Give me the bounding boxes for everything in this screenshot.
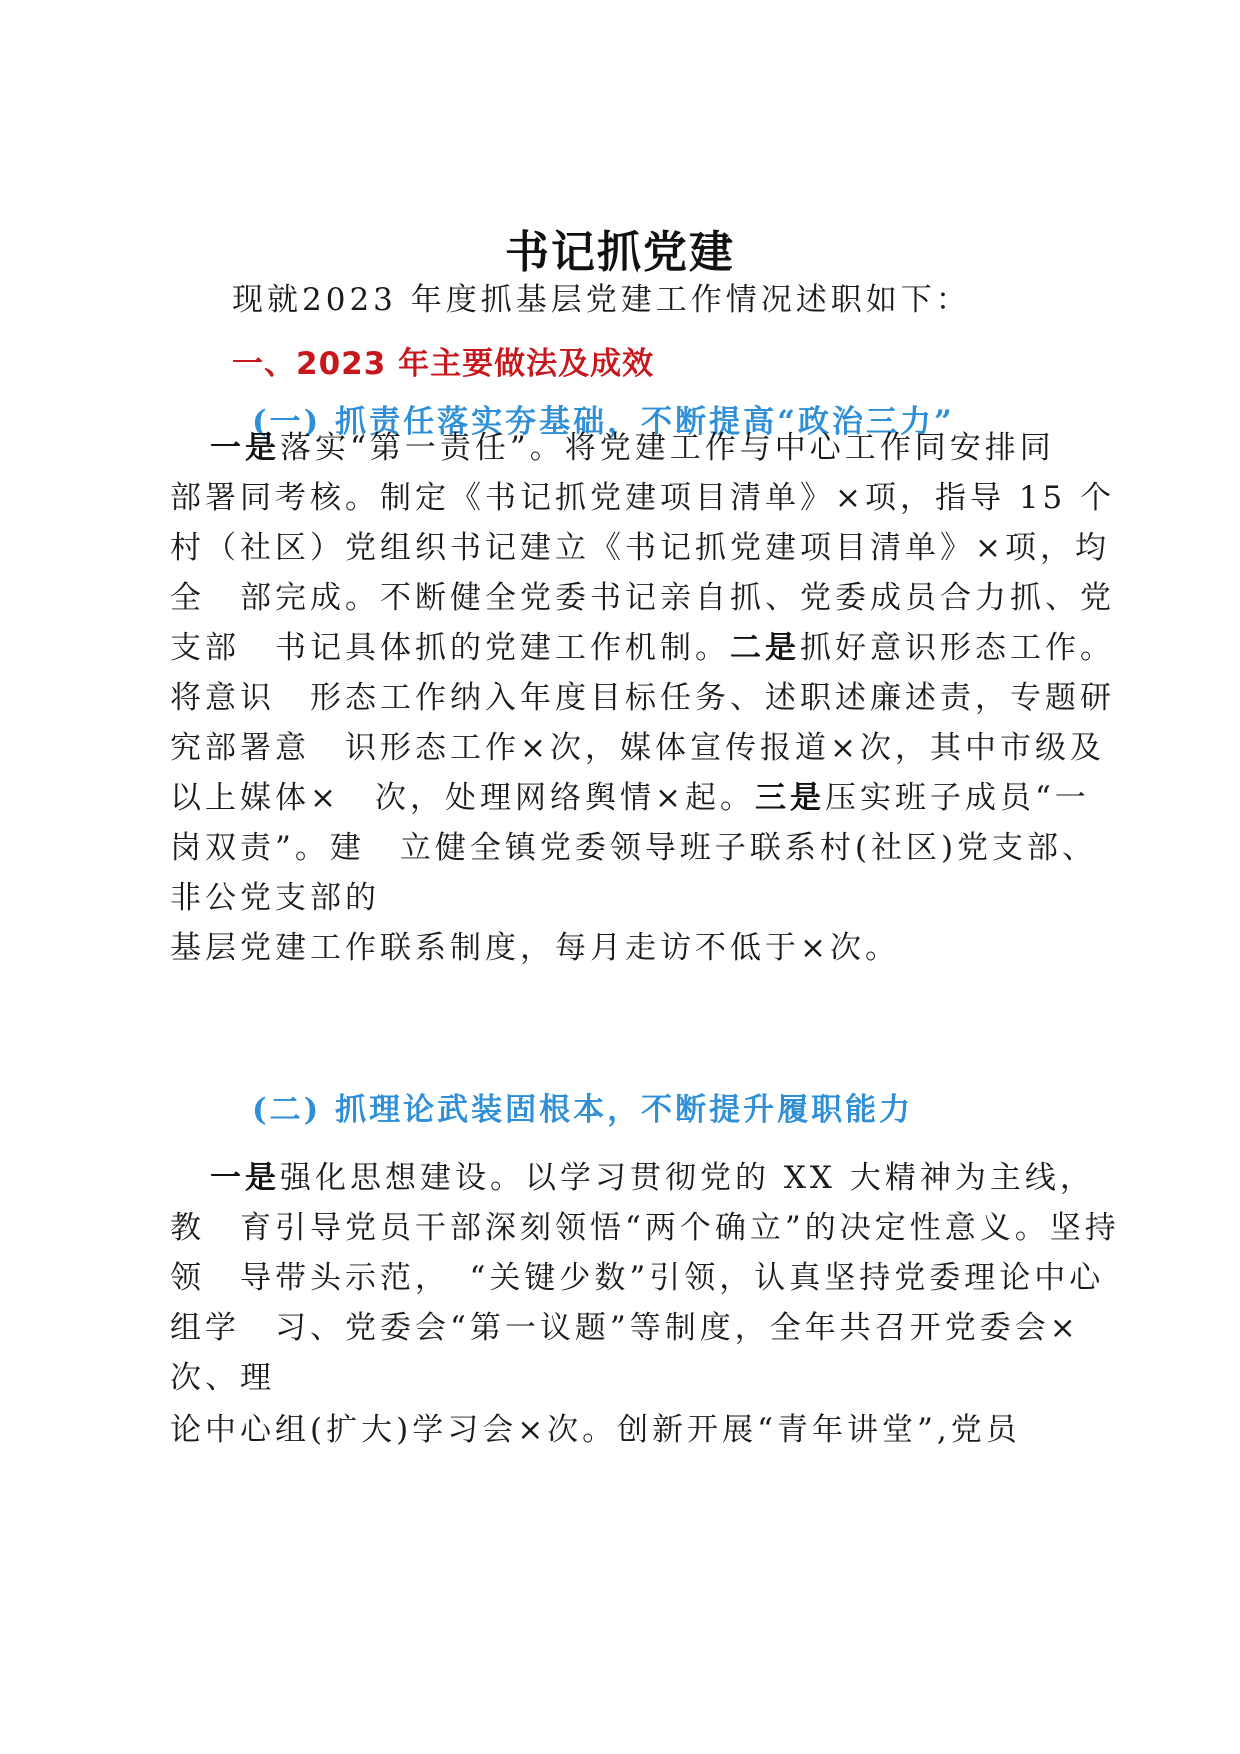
paragraph-line: [170, 678, 1115, 718]
line-text: 抓好意识形态工作。: [800, 630, 1115, 666]
line-text: 村（社区）党组织书记建立《书记抓党建项目清单》×项，均: [170, 530, 1110, 566]
paragraph-line: [170, 1258, 1104, 1298]
paragraph-line: [170, 528, 1110, 568]
line-text: 次、理: [170, 1360, 275, 1396]
paragraph-line: [170, 828, 1097, 868]
line-text: 以上媒体× 次，处理网络舆情×起。: [170, 780, 755, 816]
line-text: 部署同考核。制定《书记抓党建项目清单》×项，指导 15 个: [170, 480, 1116, 516]
paragraph-line: [170, 778, 1090, 818]
intro-paragraph: 现就2023 年度抓基层党建工作情况述职如下：: [232, 282, 971, 318]
paragraph-line: [170, 728, 1105, 768]
paragraph-line: [170, 878, 380, 918]
line-text: 基层党建工作联系制度，每月走访不低于×次。: [170, 930, 900, 966]
line-text: 领 导带头示范， “关键少数”引领，认真坚持党委理论中心: [170, 1260, 1105, 1296]
line-text: 教 育引导党员干部深刻领悟“两个确立”的决定性意义。坚持: [170, 1210, 1120, 1246]
section-1-heading: 一、2023 年主要做法及成效: [232, 346, 655, 382]
document-title: 书记抓党建: [505, 227, 735, 278]
paragraph-line: [170, 1208, 1120, 1248]
subsection-1-heading: (一) 抓责任落实夯基础，不断提高“政治三力”: [252, 404, 955, 440]
paragraph-line: [170, 1308, 1080, 1348]
paragraph-line: [210, 1158, 1095, 1198]
line-text: 论中心组(扩大)学习会×次。创新开展“青年讲堂”,党员: [170, 1412, 1021, 1448]
line-text: 压实班子成员“一: [824, 780, 1090, 816]
line-text: 究部署意 识形态工作×次，媒体宣传报道×次，其中市级及: [170, 730, 1105, 766]
line-text: 支部 书记具体抓的党建工作机制。: [170, 630, 730, 666]
lead-phrase: 一是: [210, 1160, 280, 1196]
line-text: 落实“第一责任”。将党建工作与中心工作同安排同: [280, 430, 1055, 466]
line-text: 将意识 形态工作纳入年度目标任务、述职述廉述责，专题研: [170, 680, 1115, 716]
line-text: 岗双责”。建 立健全镇党委领导班子联系村(社区)党支部、: [170, 830, 1098, 866]
paragraph-line: [210, 428, 1055, 468]
lead-phrase: 三是: [754, 780, 825, 816]
paragraph-line: [170, 628, 1115, 668]
paragraph-line: [170, 1358, 275, 1398]
paragraph-line: [170, 478, 1115, 518]
lead-phrase: 一是: [210, 430, 280, 466]
line-text: 非公党支部的: [170, 880, 380, 916]
paragraph-line: [170, 928, 900, 968]
line-text: 全 部完成。不断健全党委书记亲自抓、党委成员合力抓、党: [170, 580, 1115, 616]
paragraph-line: [170, 1410, 1021, 1450]
line-text: 组学 习、党委会“第一议题”等制度，全年共召开党委会×: [170, 1310, 1080, 1346]
line-text: 强化思想建设。以学习贯彻党的 XX 大精神为主线，: [280, 1160, 1095, 1196]
paragraph-line: [170, 578, 1115, 618]
lead-phrase: 二是: [730, 630, 800, 666]
subsection-2-heading: (二) 抓理论武装固根本，不断提升履职能力: [252, 1092, 914, 1128]
